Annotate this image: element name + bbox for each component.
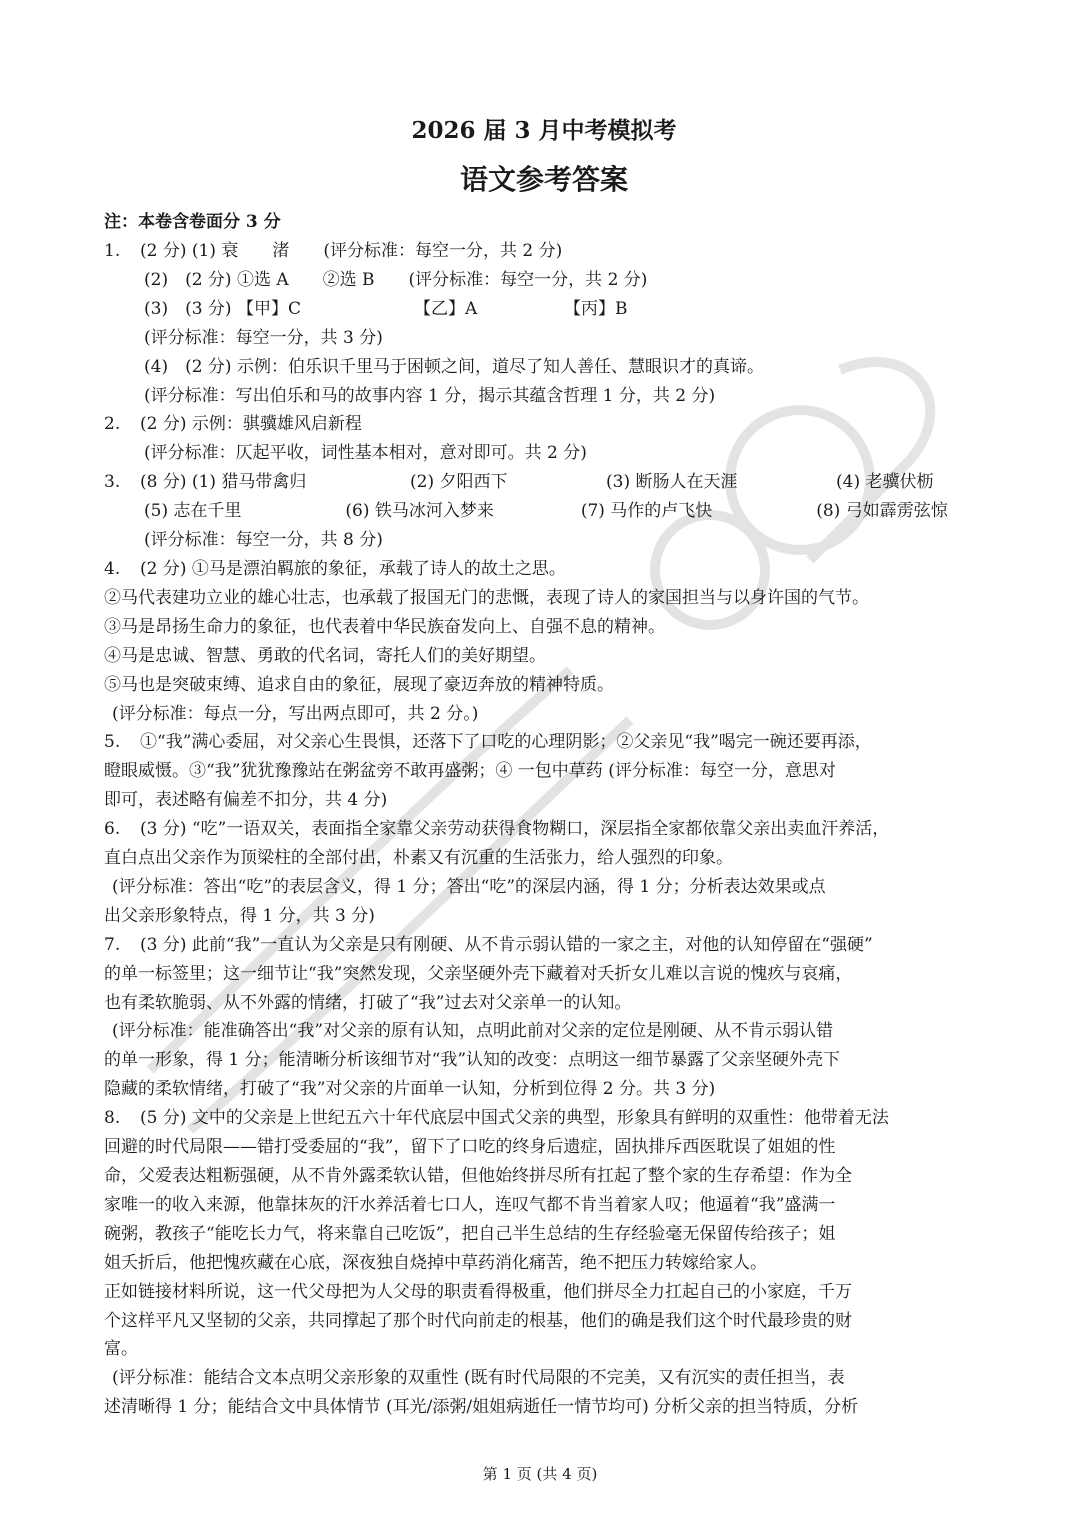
answer-part: 【丙】B	[564, 298, 628, 319]
answer-line: ③马是昂扬生命力的象征，也代表着中华民族奋发向上、自强不息的精神。	[104, 616, 665, 637]
score-standard: (评分标准：写出伯乐和马的故事内容 1 分，揭示其蕴含哲理 1 分，共 2 分)	[144, 385, 716, 406]
answer-line: (2 分) 示例：骐骥雄风启新程	[140, 414, 362, 435]
score-standard: 述清晰得 1 分；能结合文中具体情节 (耳光/添粥/姐姐病逝任一情节均可) 分析父亲的担当特质，分析	[104, 1397, 859, 1418]
blank-answer: (8 分) (1) 猎马带禽归	[140, 472, 307, 493]
question-number: 6.	[104, 819, 121, 840]
answer-line: (5 分) 文中的父亲是上世纪五六十年代底层中国式父亲的典型，形象具有鲜明的双重性：他带着无法	[140, 1108, 889, 1129]
blank-answer: (8) 弓如霹雳弦惊	[816, 501, 948, 522]
question-number: 3.	[104, 472, 121, 493]
exam-title: 2026 届 3 月中考模拟考	[411, 117, 677, 144]
answer-line-3	[104, 295, 984, 324]
blank-answer: (5) 志在千里	[144, 501, 242, 522]
answer-line: 个这样平凡又坚韧的父亲，共同撑起了那个时代向前走的根基，他们的确是我们这个时代最珍贵的财	[104, 1310, 852, 1331]
paper-note: 注：本卷含卷面分 3 分	[104, 212, 281, 232]
question-number: 7.	[104, 934, 121, 955]
score-standard: (评分标准：能准确答出“我”对父亲的原有认知，点明此前对父亲的定位是刚硬、从不肯示弱认错	[112, 1021, 834, 1042]
answer-line: (2 分) ①马是漂泊羁旅的象征，承载了诗人的故土之思。	[140, 558, 566, 579]
answer-line: 也有柔软脆弱、从不外露的情绪，打破了“我”过去对父亲单一的认知。	[104, 992, 632, 1013]
answer-line: (2 分) (1) 衰 渚 (评分标准：每空一分，共 2 分)	[140, 241, 563, 261]
answer-line: 的单一标签里；这一细节让“我”突然发现，父亲坚硬外壳下藏着对夭折女儿难以言说的愧疚与哀痛，	[104, 963, 853, 984]
answer-line: ①“我”满心委屈，对父亲心生畏惧，还落下了口吃的心理阴影；②父亲见“我”喝完一碗还要再添，	[140, 732, 872, 753]
score-standard: (评分标准：仄起平收，词性基本相对，意对即可。共 2 分)	[144, 443, 587, 464]
answer-part: 【乙】A	[414, 298, 478, 319]
page-footer: 第 1 页 (共 4 页)	[482, 1465, 598, 1483]
answer-line: 回避的时代局限——错打受委屈的“我”，留下了口吃的终身后遗症，固执排斥西医耽误了姐姐的性	[104, 1137, 836, 1158]
score-standard: 的单一形象，得 1 分；能清晰分析该细节对“我”认知的改变：点明这一细节暴露了父亲坚硬外壳下	[104, 1050, 841, 1071]
question-8	[104, 1104, 984, 1422]
blank-answer: (6) 铁马冰河入梦来	[345, 501, 494, 522]
score-standard: (评分标准：每点一分，写出两点即可，共 2 分。)	[112, 703, 479, 724]
answer-content	[104, 116, 984, 1422]
score-standard: 隐藏的柔软情绪，打破了“我”对父亲的片面单一认知，分析到位得 2 分。共 3 分)	[104, 1079, 716, 1100]
answer-part: (3) (3 分) 【甲】C	[144, 298, 301, 319]
score-standard: (评分标准：能结合文本点明父亲形象的双重性 (既有时代局限的不完美，又有沉实的责任担当，表	[112, 1368, 845, 1389]
blank-answer: (2) 夕阳西下	[410, 472, 508, 493]
answer-subtitle: 语文参考答案	[459, 163, 628, 196]
question-number: 1.	[104, 241, 121, 261]
answer-line: ⑤马也是突破束缚、追求自由的象征，展现了豪迈奔放的精神特质。	[104, 674, 614, 695]
score-standard: 出父亲形象特点，得 1 分，共 3 分)	[104, 905, 375, 926]
score-standard: (评分标准：每空一分，共 3 分)	[144, 327, 383, 348]
question-3	[104, 468, 984, 555]
blank-answer: (3) 断肠人在天涯	[606, 472, 738, 493]
answer-line: ②马代表建功立业的雄心壮志，也承载了报国无门的悲慨，表现了诗人的家国担当与以身许国的气节。	[104, 587, 869, 608]
question-4	[104, 555, 984, 728]
question-number: 4.	[104, 558, 121, 579]
answer-line: 瞪眼威慑。③“我”犹犹豫豫站在粥盆旁不敢再盛粥；④ 一包中草药 (评分标准：每空一分，意思对	[104, 761, 836, 782]
answer-line: 富。	[104, 1339, 138, 1360]
question-7	[104, 931, 984, 1104]
question-number: 8.	[104, 1108, 121, 1129]
answer-line: 命，父爱表达粗粝强硬，从不肯外露柔软认错，但他始终拼尽所有扛起了整个家的生存希望：作为全	[104, 1166, 852, 1186]
answer-line: 姐夭折后，他把愧疚藏在心底，深夜独自烧掉中草药消化痛苦，绝不把压力转嫁给家人。	[104, 1252, 767, 1273]
answer-line: (2) (2 分) ①选 A ②选 B (评分标准：每空一分，共 2 分)	[144, 269, 648, 290]
answer-line: (3 分) “吃”一语双关，表面指全家靠父亲劳动获得食物糊口，深层指全家都依靠父亲出卖血汗养活，	[140, 819, 890, 840]
answer-line: (4) (2 分) 示例：伯乐识千里马于困顿之间，道尽了知人善任、慧眼识才的真谛。	[144, 356, 764, 377]
question-number: 2.	[104, 414, 121, 435]
answer-line: 直白点出父亲作为顶梁柱的全部付出，朴素又有沉重的生活张力，给人强烈的印象。	[104, 848, 733, 869]
answer-line: 正如链接材料所说，这一代父母把为人父母的职责看得极重，他们拼尽全力扛起自己的小家庭，千万	[104, 1281, 852, 1302]
answer-line: 家唯一的收入来源，他靠抹灰的汗水养活着七口人，连叹气都不肯当着家人叹；他逼着“我”盛满一	[104, 1194, 836, 1215]
question-number: 5.	[104, 732, 121, 753]
answer-line: ④马是忠诚、智慧、勇敢的代名词，寄托人们的美好期望。	[104, 645, 546, 666]
question-2	[104, 410, 984, 468]
question-1	[104, 237, 984, 410]
question-5	[104, 728, 984, 815]
answer-line: 碗粥，教孩子“能吃长力气，将来靠自己吃饭”，把自己半生总结的生存经验毫无保留传给孩子；姐	[104, 1223, 836, 1244]
question-6	[104, 815, 984, 931]
answer-line: (3 分) 此前“我”一直认为父亲是只有刚硬、从不肯示弱认错的一家之主，对他的认知停留在“强硬”	[140, 934, 873, 955]
score-standard: (评分标准：每空一分，共 8 分)	[144, 530, 383, 551]
answer-line: 即可，表述略有偏差不扣分，共 4 分)	[104, 790, 388, 811]
blank-answer: (4) 老骥伏枥	[836, 472, 934, 493]
blank-answer: (7) 马作的卢飞快	[580, 501, 713, 522]
score-standard: (评分标准：答出“吃”的表层含义，得 1 分；答出“吃”的深层内涵，得 1 分；分析表达效果或点	[112, 876, 826, 897]
